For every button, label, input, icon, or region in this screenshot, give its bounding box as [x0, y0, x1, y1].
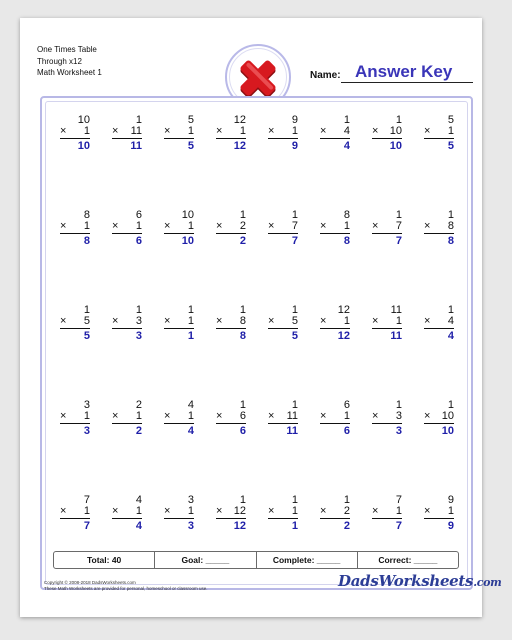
problem-box — [112, 115, 142, 152]
problem-operator: × — [372, 315, 379, 327]
problem-top-number: 3 — [83, 399, 90, 411]
problem-answer: 6 — [343, 425, 350, 437]
problem-bottom-number: 1 — [343, 410, 350, 422]
problem-top-number: 10 — [77, 114, 90, 126]
problem-box — [60, 115, 90, 152]
problem-top-number: 1 — [239, 494, 246, 506]
problem-box — [60, 400, 90, 437]
problem-box — [320, 495, 350, 532]
title-line-3: Math Worksheet 1 — [37, 68, 102, 77]
problem-operator: × — [164, 410, 171, 422]
problem-bottom-row — [424, 221, 454, 234]
problem-answer: 9 — [291, 140, 298, 152]
problem-operator: × — [112, 125, 119, 137]
problem-bottom-row — [112, 126, 142, 139]
problem-card — [256, 105, 308, 200]
problem-box — [268, 305, 298, 342]
goal-cell: Goal: _____ — [155, 552, 256, 568]
problem-answer: 2 — [135, 425, 142, 437]
problem-bottom-row — [60, 411, 90, 424]
problem-operator: × — [372, 125, 379, 137]
logo-text-worksheets: Worksheets — [378, 572, 474, 590]
problem-bottom-row — [372, 221, 402, 234]
problem-bottom-row — [424, 126, 454, 139]
problem-card — [412, 295, 464, 390]
problem-operator: × — [60, 315, 67, 327]
problem-card — [360, 295, 412, 390]
problem-bottom-number: 1 — [187, 125, 194, 137]
problem-card — [412, 105, 464, 200]
problem-card — [360, 390, 412, 485]
problem-bottom-row — [320, 411, 350, 424]
problem-bottom-number: 1 — [187, 315, 194, 327]
problem-answer: 11 — [286, 425, 298, 437]
problem-box — [164, 495, 194, 532]
problem-top-number: 1 — [395, 114, 402, 126]
problem-bottom-number: 10 — [441, 410, 454, 422]
copyright-line-2: These Math Worksheets are provided for personal, homeschool or classroom use. — [44, 586, 208, 591]
problem-operator: × — [60, 220, 67, 232]
problem-bottom-row — [320, 506, 350, 519]
answer-key-label: Answer Key — [355, 62, 453, 81]
problem-answer: 10 — [441, 425, 454, 437]
problem-box — [216, 400, 246, 437]
problem-card — [204, 200, 256, 295]
problem-box — [60, 210, 90, 247]
problem-box — [268, 115, 298, 152]
problem-card — [48, 105, 100, 200]
problem-operator: × — [216, 505, 223, 517]
problem-bottom-row — [372, 411, 402, 424]
complete-cell: Complete: _____ — [257, 552, 358, 568]
problem-answer: 7 — [395, 235, 402, 247]
score-footer — [53, 551, 459, 569]
problem-top-number: 1 — [291, 304, 298, 316]
problem-top-number: 5 — [447, 114, 454, 126]
problem-answer: 1 — [187, 330, 194, 342]
problem-answer: 4 — [187, 425, 194, 437]
logo-text-com: .com — [473, 576, 502, 589]
problem-bottom-row — [216, 411, 246, 424]
problem-operator: × — [60, 410, 67, 422]
problem-answer: 5 — [83, 330, 90, 342]
problem-bottom-number: 1 — [239, 125, 246, 137]
problem-top-number: 1 — [395, 399, 402, 411]
problem-operator: × — [164, 125, 171, 137]
problem-bottom-row — [164, 316, 194, 329]
problem-answer: 6 — [135, 235, 142, 247]
problem-operator: × — [216, 125, 223, 137]
problem-answer: 7 — [395, 520, 402, 532]
problem-bottom-row — [112, 411, 142, 424]
problem-answer: 5 — [291, 330, 298, 342]
problem-bottom-row — [216, 221, 246, 234]
problems-panel — [40, 96, 473, 590]
problem-top-number: 7 — [83, 494, 90, 506]
problem-operator: × — [424, 315, 431, 327]
copyright-line-1: Copyright © 2008-2018 DadsWorksheets.com — [44, 580, 136, 585]
problem-answer: 12 — [233, 140, 246, 152]
problem-answer: 7 — [291, 235, 298, 247]
dadsworksheets-logo — [338, 572, 502, 590]
worksheet-page — [20, 18, 502, 617]
problem-bottom-number: 1 — [447, 125, 454, 137]
problem-box — [424, 210, 454, 247]
problem-card — [100, 390, 152, 485]
problem-bottom-number: 1 — [83, 220, 90, 232]
problem-answer: 6 — [239, 425, 246, 437]
problem-card — [256, 295, 308, 390]
problem-top-number: 4 — [135, 494, 142, 506]
problem-box — [372, 495, 402, 532]
correct-cell: Correct: _____ — [378, 555, 438, 565]
problem-bottom-row — [320, 316, 350, 329]
problem-bottom-number: 2 — [239, 220, 246, 232]
problem-top-number: 8 — [83, 209, 90, 221]
problem-card — [152, 200, 204, 295]
problem-box — [372, 400, 402, 437]
problem-operator: × — [424, 410, 431, 422]
problem-bottom-number: 8 — [447, 220, 454, 232]
problem-card — [256, 390, 308, 485]
problem-bottom-number: 3 — [395, 410, 402, 422]
problem-bottom-row — [268, 506, 298, 519]
problem-top-number: 10 — [181, 209, 194, 221]
problem-box — [372, 115, 402, 152]
problem-bottom-number: 11 — [130, 125, 142, 137]
problem-bottom-number: 1 — [291, 505, 298, 517]
problem-bottom-number: 1 — [343, 315, 350, 327]
problem-card — [360, 105, 412, 200]
problem-bottom-row — [60, 126, 90, 139]
problem-top-number: 9 — [291, 114, 298, 126]
problem-operator: × — [268, 125, 275, 137]
problem-top-number: 6 — [343, 399, 350, 411]
problem-card — [308, 200, 360, 295]
problem-bottom-row — [372, 316, 402, 329]
problem-box — [164, 210, 194, 247]
problem-top-number: 1 — [395, 209, 402, 221]
problem-operator: × — [320, 315, 327, 327]
problem-answer: 2 — [343, 520, 350, 532]
problem-operator: × — [112, 505, 119, 517]
problem-bottom-row — [424, 411, 454, 424]
problem-top-number: 1 — [447, 304, 454, 316]
problem-top-number: 3 — [187, 494, 194, 506]
problem-grid — [48, 105, 468, 580]
problem-bottom-number: 7 — [395, 220, 402, 232]
problem-answer: 2 — [239, 235, 246, 247]
problem-bottom-row — [320, 221, 350, 234]
problem-card — [360, 200, 412, 295]
problem-card — [204, 105, 256, 200]
problem-card — [308, 390, 360, 485]
problem-card — [256, 200, 308, 295]
problem-box — [112, 495, 142, 532]
problem-card — [204, 390, 256, 485]
problem-bottom-row — [372, 126, 402, 139]
problem-operator: × — [216, 315, 223, 327]
problem-bottom-number: 1 — [135, 410, 142, 422]
problem-box — [372, 210, 402, 247]
problem-bottom-row — [60, 221, 90, 234]
problem-bottom-number: 7 — [291, 220, 298, 232]
problem-answer: 10 — [77, 140, 90, 152]
problem-box — [268, 400, 298, 437]
problem-operator: × — [112, 410, 119, 422]
problem-answer: 12 — [233, 520, 246, 532]
problem-box — [320, 400, 350, 437]
problem-bottom-row — [164, 126, 194, 139]
problem-card — [48, 200, 100, 295]
problem-bottom-row — [268, 126, 298, 139]
problem-operator: × — [320, 125, 327, 137]
problem-bottom-number: 1 — [187, 410, 194, 422]
problem-answer: 8 — [83, 235, 90, 247]
problem-bottom-number: 1 — [83, 410, 90, 422]
problem-bottom-number: 5 — [291, 315, 298, 327]
problem-top-number: 5 — [187, 114, 194, 126]
problem-bottom-row — [112, 506, 142, 519]
problem-operator: × — [216, 220, 223, 232]
problem-operator: × — [268, 410, 275, 422]
problem-card — [152, 295, 204, 390]
problem-bottom-row — [216, 126, 246, 139]
problem-answer: 1 — [291, 520, 298, 532]
problem-box — [268, 495, 298, 532]
problem-bottom-row — [216, 316, 246, 329]
problem-operator: × — [320, 505, 327, 517]
problem-operator: × — [60, 505, 67, 517]
problem-card — [48, 390, 100, 485]
problem-bottom-row — [164, 221, 194, 234]
problem-answer: 10 — [389, 140, 402, 152]
problem-top-number: 8 — [343, 209, 350, 221]
name-underline — [341, 82, 473, 83]
problem-box — [60, 495, 90, 532]
problem-bottom-number: 1 — [135, 505, 142, 517]
problem-box — [216, 210, 246, 247]
problem-box — [424, 400, 454, 437]
problem-bottom-number: 1 — [447, 505, 454, 517]
problem-bottom-number: 1 — [187, 505, 194, 517]
problem-answer: 8 — [447, 235, 454, 247]
title-line-2: Through x12 — [37, 56, 82, 66]
problem-answer: 3 — [135, 330, 142, 342]
problem-box — [216, 115, 246, 152]
problem-box — [216, 305, 246, 342]
problem-bottom-number: 2 — [343, 505, 350, 517]
problem-bottom-row — [216, 506, 246, 519]
problem-box — [424, 305, 454, 342]
problem-card — [100, 295, 152, 390]
problem-answer: 11 — [130, 140, 142, 152]
problem-answer: 3 — [395, 425, 402, 437]
problem-bottom-row — [268, 316, 298, 329]
problem-box — [320, 305, 350, 342]
problem-bottom-row — [60, 506, 90, 519]
problem-answer: 10 — [181, 235, 194, 247]
problem-top-number: 1 — [135, 304, 142, 316]
problem-operator: × — [112, 315, 119, 327]
problem-operator: × — [372, 410, 379, 422]
name-field — [310, 62, 480, 82]
problem-top-number: 1 — [343, 494, 350, 506]
problem-top-number: 1 — [83, 304, 90, 316]
problem-top-number: 1 — [291, 209, 298, 221]
problem-box — [424, 495, 454, 532]
problem-box — [320, 115, 350, 152]
problem-box — [112, 400, 142, 437]
problem-operator: × — [320, 220, 327, 232]
problem-bottom-row — [112, 221, 142, 234]
problem-answer: 8 — [343, 235, 350, 247]
title-line-1: One Times Table — [37, 45, 97, 54]
problem-operator: × — [424, 220, 431, 232]
problem-top-number: 7 — [395, 494, 402, 506]
problem-bottom-number: 8 — [239, 315, 246, 327]
problem-box — [268, 210, 298, 247]
problem-card — [412, 200, 464, 295]
problem-bottom-number: 1 — [291, 125, 298, 137]
problem-bottom-row — [164, 506, 194, 519]
problem-answer: 7 — [83, 520, 90, 532]
problem-box — [164, 305, 194, 342]
problem-answer: 4 — [343, 140, 350, 152]
problem-bottom-number: 1 — [395, 505, 402, 517]
problem-top-number: 1 — [239, 209, 246, 221]
problem-bottom-number: 6 — [239, 410, 246, 422]
problem-operator: × — [424, 125, 431, 137]
problem-top-number: 1 — [291, 399, 298, 411]
problem-top-number: 4 — [187, 399, 194, 411]
problem-answer: 5 — [447, 140, 454, 152]
problem-box — [164, 115, 194, 152]
problem-box — [216, 495, 246, 532]
problem-operator: × — [372, 505, 379, 517]
problem-card — [204, 295, 256, 390]
problem-top-number: 1 — [239, 304, 246, 316]
problem-bottom-row — [60, 316, 90, 329]
problem-box — [112, 210, 142, 247]
worksheet-title-block — [37, 44, 102, 79]
problem-bottom-number: 5 — [83, 315, 90, 327]
problem-bottom-row — [164, 411, 194, 424]
problem-top-number: 11 — [390, 304, 402, 316]
problem-answer: 12 — [337, 330, 350, 342]
problem-bottom-row — [372, 506, 402, 519]
problem-top-number: 9 — [447, 494, 454, 506]
problem-bottom-number: 1 — [187, 220, 194, 232]
problem-bottom-row — [320, 126, 350, 139]
problem-operator: × — [164, 315, 171, 327]
problem-card — [152, 390, 204, 485]
problem-bottom-number: 4 — [343, 125, 350, 137]
problem-bottom-row — [268, 411, 298, 424]
problem-bottom-number: 1 — [83, 125, 90, 137]
problem-top-number: 1 — [239, 399, 246, 411]
problem-top-number: 1 — [447, 209, 454, 221]
problem-bottom-number: 1 — [395, 315, 402, 327]
copyright-notice — [44, 580, 208, 592]
problem-bottom-number: 3 — [135, 315, 142, 327]
name-label: Name: — [310, 70, 341, 81]
problem-operator: × — [164, 505, 171, 517]
problem-card — [100, 200, 152, 295]
problem-top-number: 6 — [135, 209, 142, 221]
problem-box — [164, 400, 194, 437]
problem-answer: 4 — [135, 520, 142, 532]
problem-card — [308, 295, 360, 390]
problem-box — [320, 210, 350, 247]
problem-answer: 8 — [239, 330, 246, 342]
problem-operator: × — [164, 220, 171, 232]
problem-bottom-row — [424, 506, 454, 519]
problem-card — [152, 105, 204, 200]
problem-operator: × — [268, 315, 275, 327]
logo-text-dads: Dads — [338, 572, 379, 590]
problem-operator: × — [424, 505, 431, 517]
problem-top-number: 12 — [233, 114, 246, 126]
problem-box — [60, 305, 90, 342]
problem-operator: × — [60, 125, 67, 137]
problem-operator: × — [216, 410, 223, 422]
problem-box — [424, 115, 454, 152]
problem-box — [372, 305, 402, 342]
problem-card — [100, 105, 152, 200]
problem-bottom-number: 11 — [286, 410, 298, 422]
problem-answer: 11 — [390, 330, 402, 342]
problem-top-number: 1 — [447, 399, 454, 411]
problem-top-number: 1 — [343, 114, 350, 126]
problem-top-number: 1 — [291, 494, 298, 506]
problem-bottom-number: 1 — [83, 505, 90, 517]
problem-bottom-number: 12 — [233, 505, 246, 517]
problem-box — [112, 305, 142, 342]
problem-card — [412, 390, 464, 485]
problem-bottom-row — [268, 221, 298, 234]
problem-card — [48, 295, 100, 390]
problem-operator: × — [372, 220, 379, 232]
problem-top-number: 12 — [337, 304, 350, 316]
problem-bottom-number: 10 — [389, 125, 402, 137]
problem-bottom-number: 1 — [135, 220, 142, 232]
problem-operator: × — [268, 505, 275, 517]
problem-answer: 3 — [83, 425, 90, 437]
problem-answer: 3 — [187, 520, 194, 532]
total-cell: Total: 40 — [54, 552, 155, 568]
problem-bottom-row — [112, 316, 142, 329]
problem-bottom-row — [424, 316, 454, 329]
problem-bottom-number: 1 — [343, 220, 350, 232]
problem-operator: × — [320, 410, 327, 422]
problem-bottom-number: 4 — [447, 315, 454, 327]
problem-card — [308, 105, 360, 200]
problem-answer: 9 — [447, 520, 454, 532]
problem-answer: 5 — [187, 140, 194, 152]
problem-operator: × — [268, 220, 275, 232]
problem-top-number: 2 — [135, 399, 142, 411]
problem-answer: 4 — [447, 330, 454, 342]
problem-operator: × — [112, 220, 119, 232]
problem-top-number: 1 — [187, 304, 194, 316]
problem-top-number: 1 — [135, 114, 142, 126]
